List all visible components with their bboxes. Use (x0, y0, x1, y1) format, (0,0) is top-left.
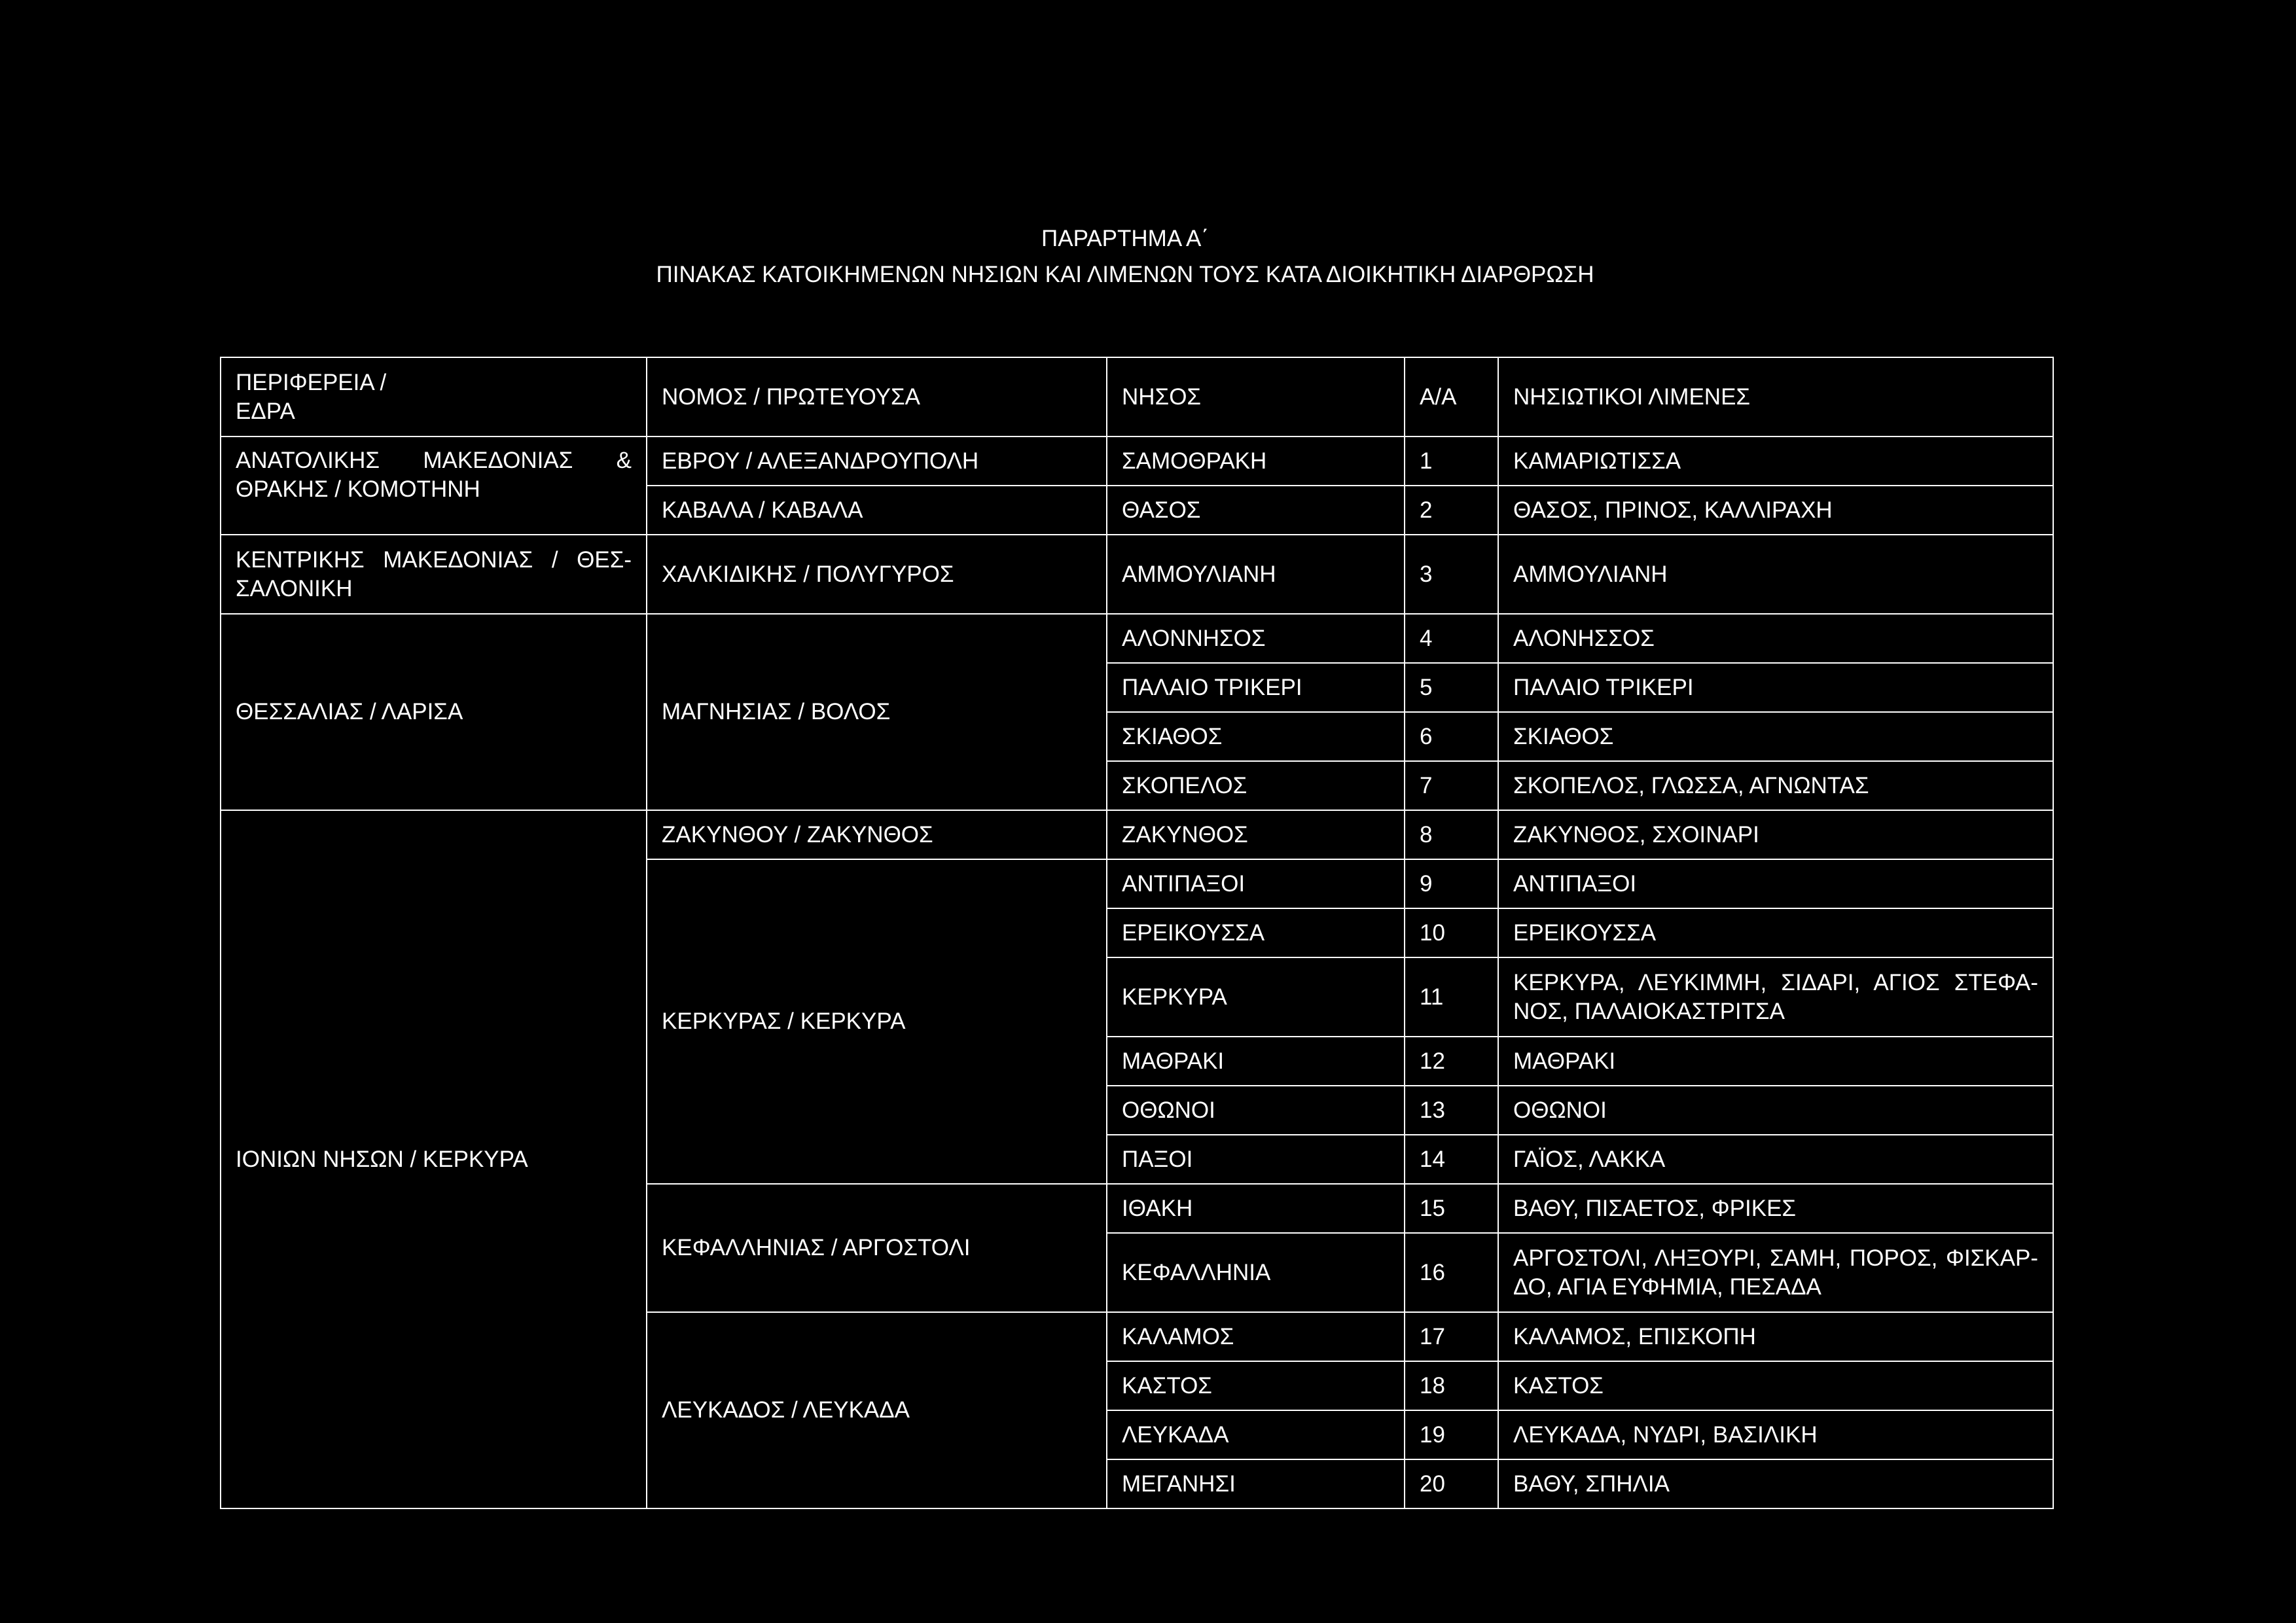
header-aa: Α/Α (1405, 357, 1498, 437)
table-header-row (221, 357, 2053, 437)
island-cell: ΠΑΞΟΙ (1107, 1135, 1405, 1184)
header-prefecture: ΝΟΜΟΣ / ΠΡΩΤΕΥΟΥΣΑ (647, 357, 1107, 437)
header-island: ΝΗΣΟΣ (1107, 357, 1405, 437)
ports-cell: ΑΜΜΟΥΛΙΑΝΗ (1498, 535, 2053, 614)
prefecture-cell: ΚΕΦΑΛΛΗΝΙΑΣ / ΑΡΓΟΣΤΟΛΙ (647, 1184, 1107, 1312)
island-cell: ΣΚΟΠΕΛΟΣ (1107, 761, 1405, 810)
islands-ports-table (220, 357, 2054, 1509)
header-region: ΠΕΡΙΦΕΡΕΙΑ / ΕΔΡΑ (221, 357, 647, 437)
prefecture-cell: ΚΑΒΑΛΑ / ΚΑΒΑΛΑ (647, 486, 1107, 535)
prefecture-cell: ΖΑΚΥΝΘΟΥ / ΖΑΚΥΝΘΟΣ (647, 810, 1107, 859)
table-row (221, 614, 2053, 663)
prefecture-cell: ΜΑΓΝΗΣΙΑΣ / ΒΟΛΟΣ (647, 614, 1107, 810)
aa-cell: 1 (1405, 437, 1498, 486)
aa-cell: 5 (1405, 663, 1498, 712)
page-title: ΠΑΡΑΡΤΗΜΑ Α΄ (1041, 226, 1210, 251)
island-cell: ΛΕΥΚΑΔΑ (1107, 1410, 1405, 1459)
island-cell: ΑΜΜΟΥΛΙΑΝΗ (1107, 535, 1405, 614)
island-cell: ΣΚΙΑΘΟΣ (1107, 712, 1405, 761)
ports-cell: ΟΘΩΝΟΙ (1498, 1086, 2053, 1135)
island-cell: ΚΕΦΑΛΛΗΝΙΑ (1107, 1233, 1405, 1312)
aa-cell: 14 (1405, 1135, 1498, 1184)
aa-cell: 6 (1405, 712, 1498, 761)
island-cell: ΑΝΤΙΠΑΞΟΙ (1107, 859, 1405, 908)
ports-cell: ΛΕΥΚΑΔΑ, ΝΥΔΡΙ, ΒΑΣΙΛΙΚΗ (1498, 1410, 2053, 1459)
aa-cell: 4 (1405, 614, 1498, 663)
island-cell: ΠΑΛΑΙΟ ΤΡΙΚΕΡΙ (1107, 663, 1405, 712)
table-row (221, 437, 2053, 486)
ports-cell: ΚΕΡΚΥΡΑ, ΛΕΥΚΙΜΜΗ, ΣΙΔΑΡΙ, ΑΓΙΟΣ ΣΤΕΦΑ- ΝΟΣ, ΠΑΛΑΙΟΚΑΣΤΡΙΤΣΑ (1498, 957, 2053, 1037)
ports-cell: ΘΑΣΟΣ, ΠΡΙΝΟΣ, ΚΑΛΛΙΡΑΧΗ (1498, 486, 2053, 535)
aa-cell: 18 (1405, 1361, 1498, 1410)
table-row (221, 810, 2053, 859)
aa-cell: 12 (1405, 1037, 1498, 1086)
ports-cell: ΚΑΛΑΜΟΣ, ΕΠΙΣΚΟΠΗ (1498, 1312, 2053, 1361)
page-subtitle: ΠΙΝΑΚΑΣ ΚΑΤΟΙΚΗΜΕΝΩΝ ΝΗΣΙΩΝ ΚΑΙ ΛΙΜΕΝΩΝ ΤΟΥΣ ΚΑΤΑ ΔΙΟΙΚΗΤΙΚΗ ΔΙΑΡΘΡΩΣΗ (656, 262, 1594, 287)
ports-cell: ΒΑΘΥ, ΣΠΗΛΙΑ (1498, 1459, 2053, 1508)
island-cell: ΚΑΛΑΜΟΣ (1107, 1312, 1405, 1361)
ports-cell: ΣΚΟΠΕΛΟΣ, ΓΛΩΣΣΑ, ΑΓΝΩΝΤΑΣ (1498, 761, 2053, 810)
aa-cell: 20 (1405, 1459, 1498, 1508)
ports-cell: ΣΚΙΑΘΟΣ (1498, 712, 2053, 761)
aa-cell: 7 (1405, 761, 1498, 810)
aa-cell: 8 (1405, 810, 1498, 859)
aa-cell: 2 (1405, 486, 1498, 535)
aa-cell: 10 (1405, 908, 1498, 957)
ports-cell: ΑΛΟΝΗΣΣΟΣ (1498, 614, 2053, 663)
island-cell: ΑΛΟΝΝΗΣΟΣ (1107, 614, 1405, 663)
ports-cell: ΕΡΕΙΚΟΥΣΣΑ (1498, 908, 2053, 957)
island-cell: ΘΑΣΟΣ (1107, 486, 1405, 535)
aa-cell: 16 (1405, 1233, 1498, 1312)
ports-cell: ΠΑΛΑΙΟ ΤΡΙΚΕΡΙ (1498, 663, 2053, 712)
ports-cell: ΓΑΪΟΣ, ΛΑΚΚΑ (1498, 1135, 2053, 1184)
island-cell: ΣΑΜΟΘΡΑΚΗ (1107, 437, 1405, 486)
prefecture-cell: ΛΕΥΚΑΔΟΣ / ΛΕΥΚΑΔΑ (647, 1312, 1107, 1508)
ports-cell: ΑΝΤΙΠΑΞΟΙ (1498, 859, 2053, 908)
region-cell: ΚΕΝΤΡΙΚΗΣ ΜΑΚΕΔΟΝΙΑΣ / ΘΕΣ- ΣΑΛΟΝΙΚΗ (221, 535, 647, 614)
aa-cell: 15 (1405, 1184, 1498, 1233)
prefecture-cell: ΚΕΡΚΥΡΑΣ / ΚΕΡΚΥΡΑ (647, 859, 1107, 1184)
ports-cell: ΑΡΓΟΣΤΟΛΙ, ΛΗΞΟΥΡΙ, ΣΑΜΗ, ΠΟΡΟΣ, ΦΙΣΚΑΡ- ΔΟ, ΑΓΙΑ ΕΥΦΗΜΙΑ, ΠΕΣΑΔΑ (1498, 1233, 2053, 1312)
island-cell: ΚΕΡΚΥΡΑ (1107, 957, 1405, 1037)
ports-cell: ΜΑΘΡΑΚΙ (1498, 1037, 2053, 1086)
island-cell: ΚΑΣΤΟΣ (1107, 1361, 1405, 1410)
aa-cell: 13 (1405, 1086, 1498, 1135)
island-cell: ΜΑΘΡΑΚΙ (1107, 1037, 1405, 1086)
aa-cell: 11 (1405, 957, 1498, 1037)
region-cell: ΙΟΝΙΩΝ ΝΗΣΩΝ / ΚΕΡΚΥΡΑ (221, 810, 647, 1508)
aa-cell: 9 (1405, 859, 1498, 908)
aa-cell: 17 (1405, 1312, 1498, 1361)
prefecture-cell: ΕΒΡΟΥ / ΑΛΕΞΑΝΔΡΟΥΠΟΛΗ (647, 437, 1107, 486)
region-cell: ΑΝΑΤΟΛΙΚΗΣ ΜΑΚΕΔΟΝΙΑΣ & ΘΡΑΚΗΣ / ΚΟΜΟΤΗΝΗ (221, 437, 647, 535)
table-row (221, 535, 2053, 614)
aa-cell: 3 (1405, 535, 1498, 614)
island-cell: ΕΡΕΙΚΟΥΣΣΑ (1107, 908, 1405, 957)
aa-cell: 19 (1405, 1410, 1498, 1459)
region-cell: ΘΕΣΣΑΛΙΑΣ / ΛΑΡΙΣΑ (221, 614, 647, 810)
ports-cell: ΚΑΣΤΟΣ (1498, 1361, 2053, 1410)
island-cell: ΟΘΩΝΟΙ (1107, 1086, 1405, 1135)
prefecture-cell: ΧΑΛΚΙΔΙΚΗΣ / ΠΟΛΥΓΥΡΟΣ (647, 535, 1107, 614)
ports-cell: ΖΑΚΥΝΘΟΣ, ΣΧΟΙΝΑΡΙ (1498, 810, 2053, 859)
header-ports: ΝΗΣΙΩΤΙΚΟΙ ΛΙΜΕΝΕΣ (1498, 357, 2053, 437)
island-cell: ΖΑΚΥΝΘΟΣ (1107, 810, 1405, 859)
ports-cell: ΒΑΘΥ, ΠΙΣΑΕΤΟΣ, ΦΡΙΚΕΣ (1498, 1184, 2053, 1233)
island-cell: ΙΘΑΚΗ (1107, 1184, 1405, 1233)
island-cell: ΜΕΓΑΝΗΣΙ (1107, 1459, 1405, 1508)
ports-cell: ΚΑΜΑΡΙΩΤΙΣΣΑ (1498, 437, 2053, 486)
